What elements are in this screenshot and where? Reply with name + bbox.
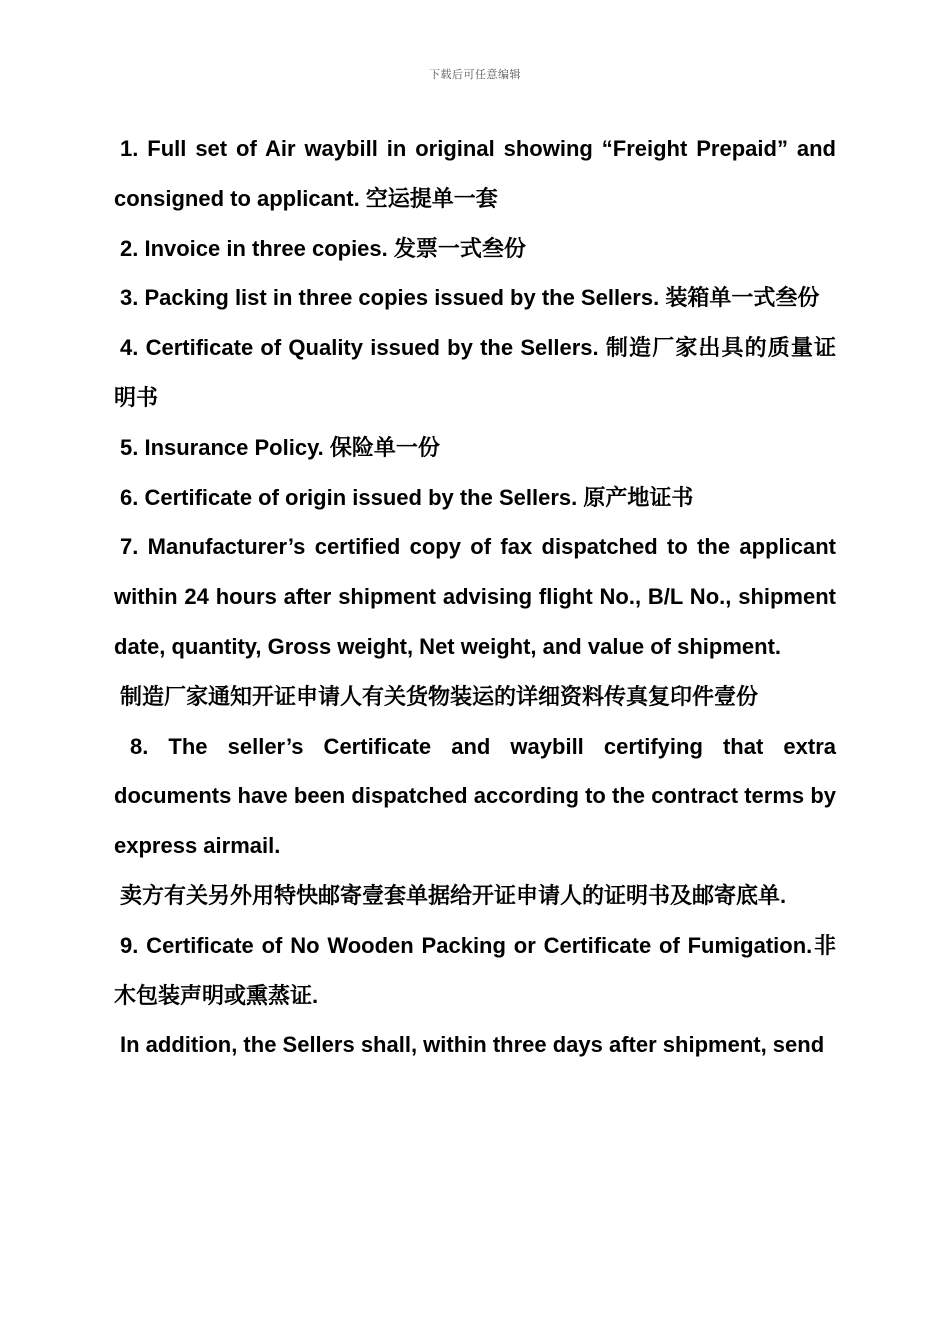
doc-item-additional-terms: In addition, the Sellers shall, within three days after shipment, send <box>120 1032 825 1058</box>
doc-item-invoice: 2. Invoice in three copies. 发票一式叁份 <box>120 235 526 261</box>
document-body <box>114 124 836 1070</box>
page-header: 下载后可任意编辑 <box>429 68 521 81</box>
doc-item-seller-certificate-chinese: 卖方有关另外用特快邮寄壹套单据给开证申请人的证明书及邮寄底单. <box>120 882 787 908</box>
doc-item-no-wooden-packing: 9. Certificate of No Wooden Packing or Certificate of Fumigation.非木包装声明或熏蒸证. <box>114 932 836 1008</box>
doc-item-insurance-policy: 5. Insurance Policy. 保险单一份 <box>120 434 440 460</box>
doc-item-manufacturer-fax-chinese: 制造厂家通知开证申请人有关货物装运的详细资料传真复印件壹份 <box>120 683 759 709</box>
doc-item-manufacturer-fax: 7. Manufacturer’s certified copy of fax dispatched to the applicant within 24 hours after shipment advising flight No., B/L No., shipment date, quantity, Gross weight, Net weight, and value of shipment. <box>114 534 836 659</box>
doc-item-seller-certificate: 8. The seller’s Certificate and waybill certifying that extra documents have been dispatched according to the contract terms by express airmail. <box>114 733 836 859</box>
doc-item-certificate-of-quality: 4. Certificate of Quality issued by the Sellers. 制造厂家出具的质量证明书 <box>114 335 836 410</box>
doc-item-certificate-of-origin: 6. Certificate of origin issued by the Sellers. 原产地证书 <box>120 484 694 510</box>
doc-item-air-waybill: 1. Full set of Air waybill in original showing “Freight Prepaid” and consigned to applicant. 空运提单一套 <box>114 136 836 211</box>
doc-item-packing-list: 3. Packing list in three copies issued by the Sellers. 装箱单一式叁份 <box>120 285 820 311</box>
